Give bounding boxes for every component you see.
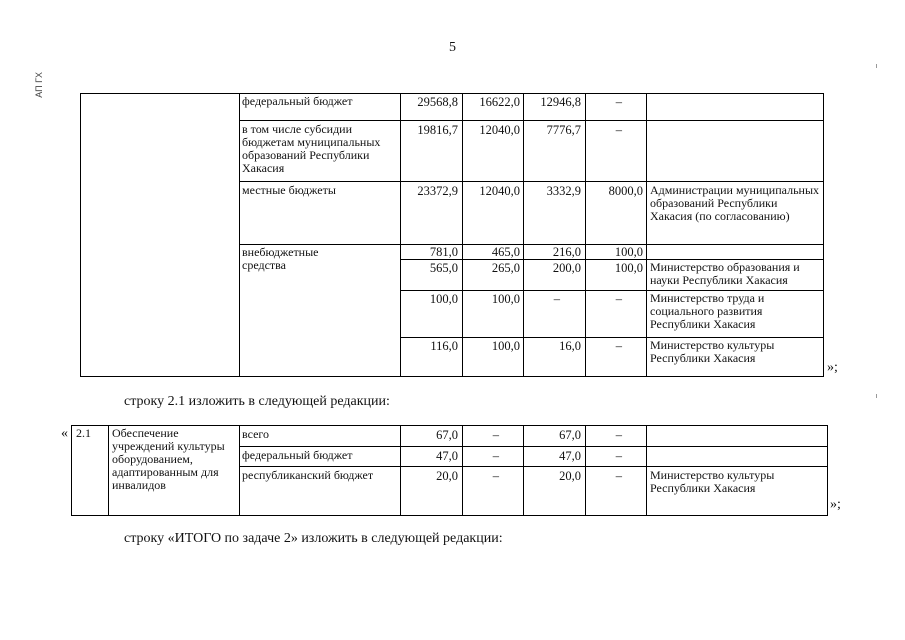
source-label: в том числе субсидии бюджетам муниципальных образований Республики Хакасия bbox=[242, 122, 381, 175]
source-label: местные бюджеты bbox=[242, 183, 336, 197]
value-year1: 265,0 bbox=[491, 261, 520, 275]
executor-label: Министерство образования и науки Республики Хакасия bbox=[650, 260, 800, 287]
value-total: 100,0 bbox=[429, 292, 458, 306]
value-year3: 100,0 bbox=[614, 245, 643, 259]
value-year2: 16,0 bbox=[559, 339, 581, 353]
source-label: республиканский бюджет bbox=[242, 468, 374, 482]
source-label: федеральный бюджет bbox=[242, 94, 353, 108]
value-year3: 8000,0 bbox=[608, 184, 643, 198]
value-year1: – bbox=[492, 428, 499, 442]
value-total: 116,0 bbox=[430, 339, 458, 353]
value-year3: – bbox=[615, 469, 622, 483]
value-year1: 12040,0 bbox=[479, 123, 520, 137]
executor-label: Министерство культуры Республики Хакасия bbox=[650, 338, 775, 365]
margin-note: АП ГХ bbox=[34, 72, 44, 98]
value-year2: 67,0 bbox=[559, 428, 581, 442]
value-year2: 3332,9 bbox=[546, 184, 581, 198]
value-total: 67,0 bbox=[436, 428, 458, 442]
instruction-paragraph: строку «ИТОГО по задаче 2» изложить в следующей редакции: bbox=[124, 531, 503, 546]
value-total: 19816,7 bbox=[417, 123, 458, 137]
scan-mark bbox=[876, 64, 877, 68]
source-label: внебюджетные средства bbox=[242, 245, 319, 272]
row-number: 2.1 bbox=[76, 426, 91, 440]
value-total: 781,0 bbox=[429, 245, 458, 259]
value-year1: 12040,0 bbox=[479, 184, 520, 198]
value-year2: 7776,7 bbox=[546, 123, 581, 137]
executor-label: Администрации муниципальных образований Республики Хакасия (по согласованию) bbox=[650, 183, 820, 223]
value-year2: 216,0 bbox=[552, 245, 581, 259]
value-year2: 47,0 bbox=[559, 449, 581, 463]
value-total: 29568,8 bbox=[417, 95, 458, 109]
value-year1: – bbox=[492, 469, 499, 483]
value-total: 565,0 bbox=[429, 261, 458, 275]
value-year3: – bbox=[615, 339, 622, 353]
value-year1: 16622,0 bbox=[479, 95, 520, 109]
value-year1: 100,0 bbox=[491, 292, 520, 306]
activity-name: Обеспечение учреждений культуры оборудованием, адаптированным для инвалидов bbox=[112, 426, 225, 492]
source-label: федеральный бюджет bbox=[242, 448, 353, 462]
value-year2: 12946,8 bbox=[540, 95, 581, 109]
value-total: 23372,9 bbox=[417, 184, 458, 198]
executor-label: Министерство культуры Республики Хакасия bbox=[650, 468, 775, 495]
value-year3: – bbox=[615, 123, 622, 137]
value-year3: – bbox=[615, 428, 622, 442]
value-year2: – bbox=[553, 292, 560, 306]
value-year2: 200,0 bbox=[552, 261, 581, 275]
executor-label: Министерство труда и социального развития Республики Хакасия bbox=[650, 291, 765, 331]
value-year3: – bbox=[615, 449, 622, 463]
value-year1: 465,0 bbox=[491, 245, 520, 259]
opening-quote: « bbox=[61, 426, 68, 441]
value-year3: 100,0 bbox=[614, 261, 643, 275]
source-label: всего bbox=[242, 427, 270, 441]
scan-mark bbox=[876, 394, 877, 398]
value-year3: – bbox=[615, 95, 622, 109]
value-total: 20,0 bbox=[436, 469, 458, 483]
closing-quote: »; bbox=[830, 497, 841, 512]
value-year3: – bbox=[615, 292, 622, 306]
value-total: 47,0 bbox=[436, 449, 458, 463]
instruction-paragraph: строку 2.1 изложить в следующей редакции: bbox=[124, 394, 390, 409]
value-year1: – bbox=[492, 449, 499, 463]
page-number: 5 bbox=[449, 40, 456, 55]
value-year1: 100,0 bbox=[491, 339, 520, 353]
closing-quote: »; bbox=[827, 360, 838, 375]
value-year2: 20,0 bbox=[559, 469, 581, 483]
